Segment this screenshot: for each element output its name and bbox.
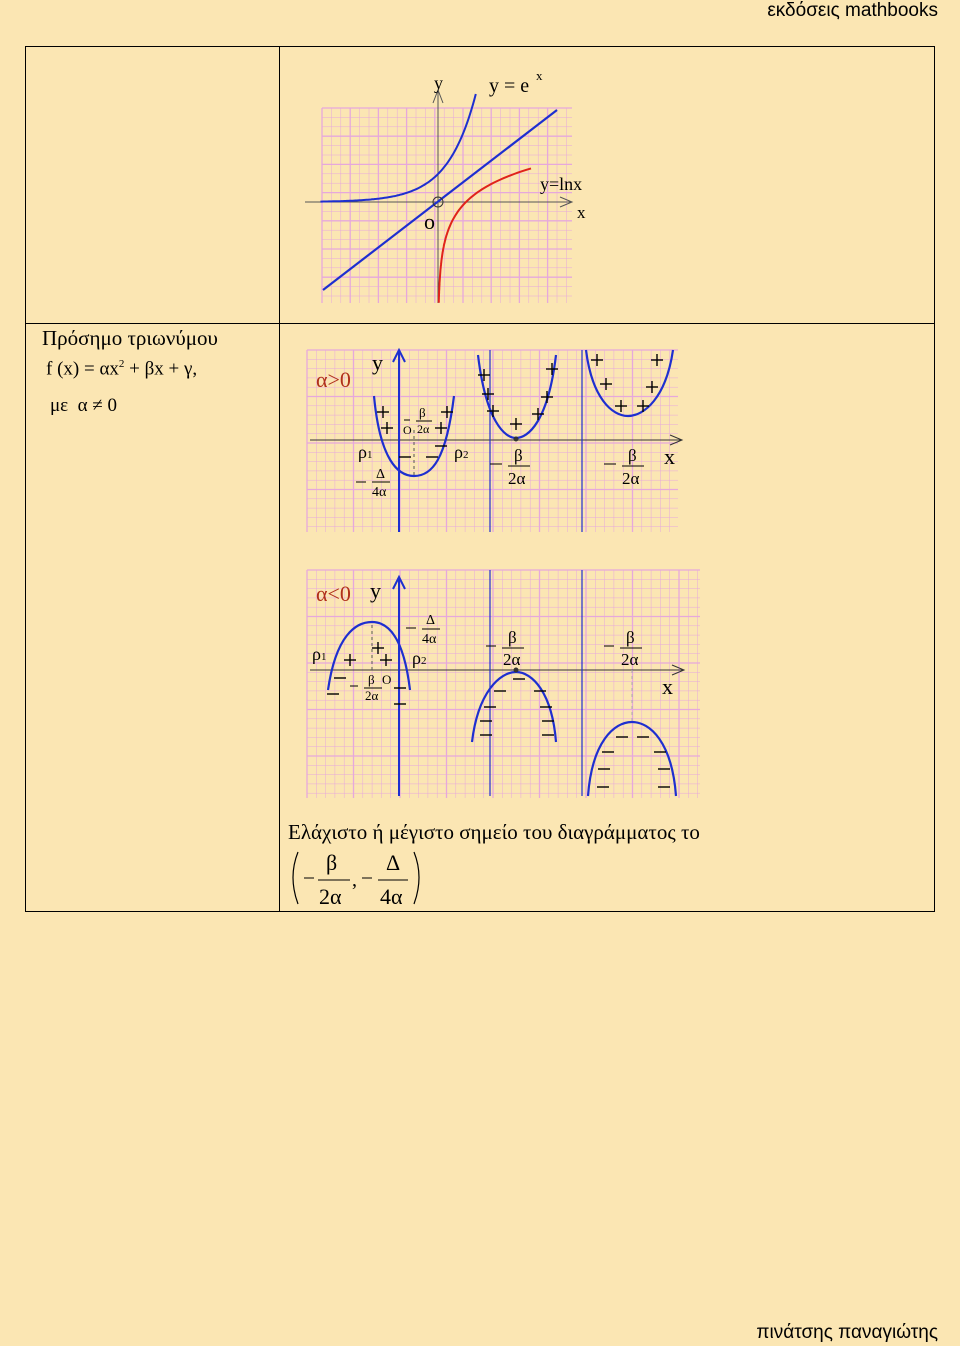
neg-origin: O (382, 672, 392, 687)
neg-root1: ρ1 (312, 644, 327, 664)
origin-label: o (424, 209, 435, 234)
negative-a-label: α<0 (316, 581, 351, 606)
svg-text:β: β (419, 405, 426, 420)
svg-text:β: β (514, 446, 523, 465)
formula-sup: 2 (118, 358, 125, 370)
svg-text:2α: 2α (621, 650, 639, 669)
pos-root2: ρ2 (454, 442, 469, 462)
pos-origin: O (403, 423, 412, 437)
pos-y-label: y (372, 350, 383, 375)
x-axis-label: x (577, 203, 586, 222)
svg-text:β: β (326, 850, 338, 875)
svg-text:β: β (628, 446, 637, 465)
svg-text:β: β (368, 672, 375, 687)
publisher-header: εκδόσεις mathbooks (767, 0, 938, 21)
sign-title: Πρόσημο τριωνύμου (42, 326, 218, 350)
formula-rhs: + βx + γ, (129, 358, 198, 380)
svg-text:2α: 2α (508, 469, 526, 488)
svg-text:β: β (508, 628, 517, 647)
svg-text:4α: 4α (372, 485, 387, 500)
exp-label: y = e (489, 75, 530, 97)
author-footer: πινάτσης παναγιώτης (756, 1322, 938, 1343)
ln-label: y=lnx (540, 174, 583, 194)
svg-text:Δ: Δ (376, 467, 386, 482)
svg-text:2α: 2α (365, 688, 379, 703)
svg-text:,: , (352, 869, 357, 891)
svg-text:2α: 2α (417, 422, 430, 436)
svg-text:2α: 2α (503, 650, 521, 669)
positive-a-label: α>0 (316, 367, 351, 392)
svg-text:Δ: Δ (426, 613, 436, 628)
svg-text:2α: 2α (319, 884, 342, 909)
nonzero-condition: με α ≠ 0 (50, 395, 118, 416)
svg-text:β: β (626, 628, 635, 647)
pos-root1: ρ1 (358, 442, 373, 462)
neg-y-label: y (370, 578, 381, 603)
pos-x-label: x (664, 444, 675, 469)
svg-text:4α: 4α (422, 632, 437, 647)
formula-lhs: f (x) = αx (46, 358, 119, 380)
svg-text:4α: 4α (380, 884, 403, 909)
extremum-text: Ελάχιστο ή μέγιστο σημείο του διαγράμματος το (288, 820, 700, 844)
svg-text:Δ: Δ (386, 850, 401, 875)
neg-root2: ρ2 (412, 648, 427, 668)
y-axis-label: y (434, 73, 443, 93)
neg-x-label: x (662, 674, 673, 699)
exp-label-sup: x (536, 68, 543, 83)
svg-text:2α: 2α (622, 469, 640, 488)
